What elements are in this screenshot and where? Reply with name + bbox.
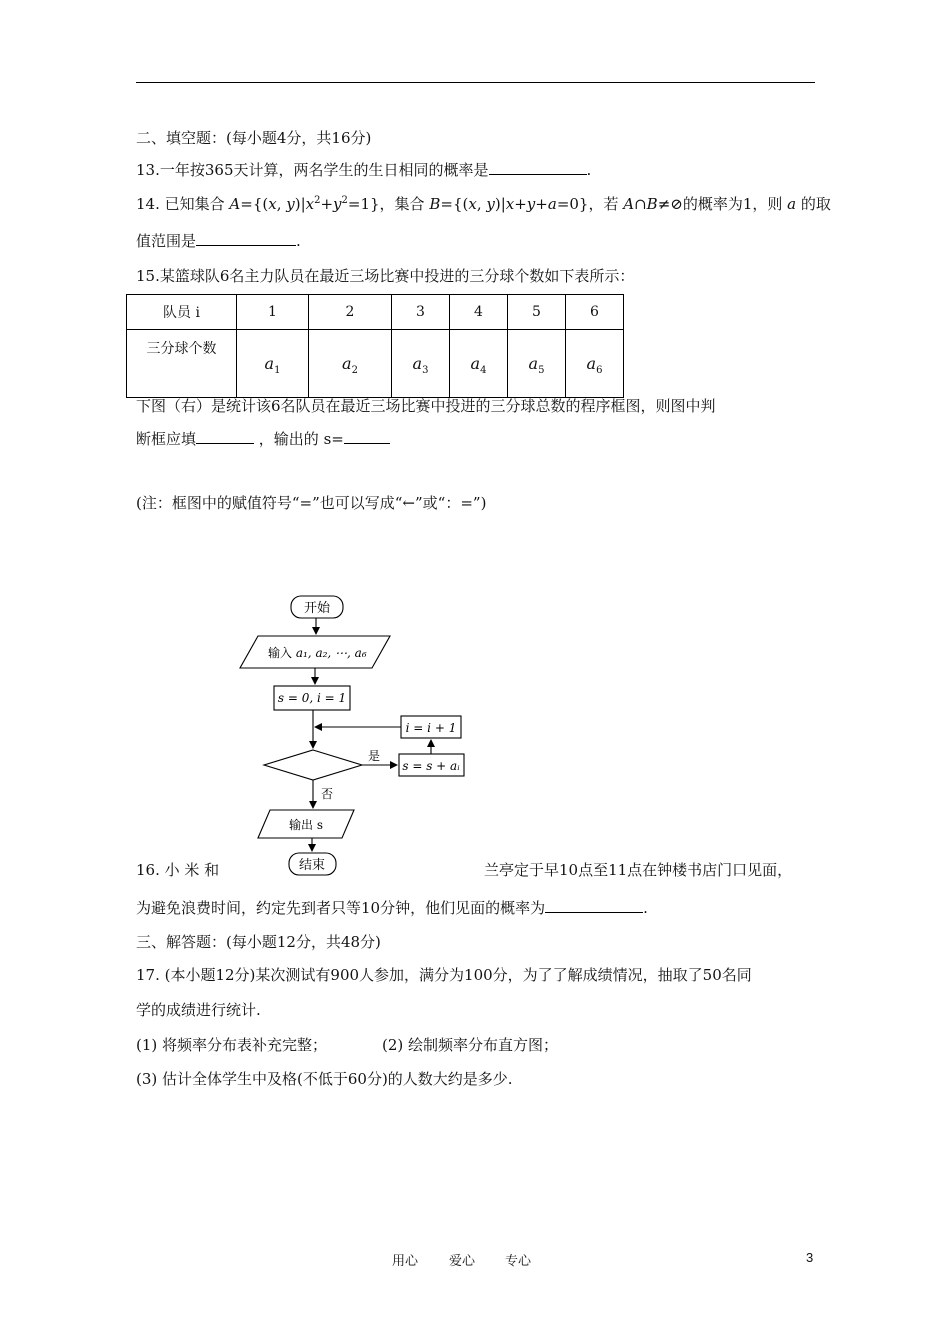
- yes-label: 是: [368, 749, 381, 763]
- q14-var: A: [623, 195, 635, 213]
- q16-text: 为避免浪费时间，约定先到者只等10分钟，他们见面的概率为: [136, 899, 546, 917]
- q14-seg: =1}，集合: [347, 195, 430, 213]
- q14-seg: +: [514, 195, 527, 213]
- q13-text: 13.一年按365天计算，两名学生的生日相同的概率是: [136, 161, 489, 179]
- section-3-heading: 三、解答题：(每小题12分，共48分): [136, 933, 381, 951]
- footer-word-1: 用心: [392, 1254, 419, 1269]
- q14-set-a: A: [229, 195, 241, 213]
- question-17-line-1: 17. (本小题12分)某次测试有900人参加，满分为100分，为了了解成绩情况，抽取了50名同: [136, 966, 752, 984]
- table-cell: 5: [508, 295, 566, 330]
- accumulate-label: s = s + aᵢ: [402, 759, 460, 773]
- no-label: 否: [321, 787, 334, 801]
- q14-exponent: 2: [341, 195, 348, 206]
- decision-diamond: [264, 750, 362, 780]
- table-header-label: 队员 i: [127, 295, 237, 330]
- q14-seg: ≠⊘的概率为1，则: [657, 195, 788, 213]
- input-sequence: a₁, a₂, ⋯, a₆: [295, 646, 367, 660]
- q14-seg: 的取: [796, 195, 831, 213]
- q13-period: .: [586, 161, 592, 179]
- question-17-sub-3: (3) 估计全体学生中及格(不低于60分)的人数大约是多少.: [136, 1070, 513, 1088]
- start-label: 开始: [303, 601, 331, 616]
- q14-seg: ={(: [240, 195, 269, 213]
- q14-seg: +: [535, 195, 548, 213]
- value-letter: a: [470, 354, 481, 373]
- q14-seg: ,: [476, 195, 487, 213]
- q14-seg: ∩: [634, 195, 647, 213]
- init-label: s = 0, i = 1: [277, 691, 347, 705]
- q14-period: .: [296, 232, 301, 250]
- q15-output-text: ，输出的 s=: [258, 430, 344, 448]
- page-number: 3: [806, 1250, 814, 1265]
- value-subscript: 2: [351, 364, 358, 376]
- question-15-desc-1: 下图（右）是统计该6名队员在最近三场比赛中投进的三分球总数的程序框图，则图中判: [136, 397, 716, 415]
- q14-var: y: [526, 195, 536, 213]
- q14-var: y: [486, 195, 495, 213]
- q14-seg: =0}，若: [556, 195, 624, 213]
- value-subscript: 4: [480, 364, 487, 376]
- question-16-line-1b: 兰亭定于早10点至11点在钟楼书店门口见面，: [484, 861, 793, 879]
- table-cell: 3: [392, 295, 450, 330]
- input-label: [268, 645, 367, 660]
- value-letter: a: [586, 354, 597, 373]
- value-letter: a: [264, 354, 275, 373]
- question-17-sub-2: (2) 绘制频率分布直方图；: [382, 1036, 559, 1054]
- value-subscript: 1: [274, 364, 281, 376]
- table-row-label: 三分球个数: [127, 330, 237, 398]
- q15-fill-text: 断框应填: [136, 430, 197, 448]
- footer-word-3: 专心: [505, 1254, 532, 1269]
- question-15-intro: 15.某篮球队6名主力队员在最近三场比赛中投进的三分球个数如下表所示：: [136, 267, 635, 285]
- table-cell: 4: [450, 295, 508, 330]
- value-letter: a: [412, 354, 423, 373]
- table-cell: 6: [566, 295, 624, 330]
- q14-var: y: [333, 195, 342, 213]
- output-label: 输出 s: [289, 818, 323, 832]
- q16-answer-blank: [545, 898, 643, 913]
- value-letter: a: [342, 354, 352, 373]
- q14-var: B: [646, 195, 658, 213]
- end-label: 结束: [298, 858, 326, 873]
- q14-var: x: [505, 195, 515, 213]
- q14-set-b: B: [429, 195, 441, 213]
- value-subscript: 3: [422, 364, 429, 376]
- q14-seg: ,: [276, 195, 287, 213]
- q14-range-text: 值范围是: [136, 232, 197, 250]
- question-15-note: (注：框图中的赋值符号“=”也可以写成“←”或“：=”): [136, 494, 487, 512]
- table-cell: 2: [309, 295, 392, 330]
- question-17-sub-1: (1) 将频率分布表补充完整；: [136, 1036, 328, 1054]
- question-17-line-2: 学的成绩进行统计.: [136, 1001, 261, 1019]
- q14-var: x: [305, 195, 315, 213]
- section-2-heading: 二、填空题：(每小题4分，共16分): [136, 129, 372, 147]
- q14-seg: +: [320, 195, 334, 213]
- q14-seg: )|: [294, 195, 306, 213]
- question-16-line-2: [136, 898, 648, 918]
- q14-exponent: 2: [314, 195, 321, 206]
- q14-seg: )|: [494, 195, 506, 213]
- value-letter: a: [528, 354, 539, 373]
- q14-var: x: [268, 195, 277, 213]
- footer-word-2: 爱心: [449, 1254, 476, 1269]
- q14-var: x: [468, 195, 477, 213]
- increment-label: i = i + 1: [405, 721, 457, 735]
- input-word: 输入: [268, 646, 293, 660]
- table-cell: 1: [237, 295, 309, 330]
- q14-var: a: [547, 195, 557, 213]
- q14-seg: ={(: [440, 195, 469, 213]
- value-subscript: 6: [596, 364, 603, 376]
- value-subscript: 5: [538, 364, 545, 376]
- q16-period: .: [643, 899, 648, 917]
- q14-lead: 14. 已知集合: [136, 195, 230, 213]
- q14-var: a: [787, 195, 797, 213]
- question-16-line-1a: 16. 小 米 和: [136, 861, 220, 879]
- q14-var: y: [286, 195, 295, 213]
